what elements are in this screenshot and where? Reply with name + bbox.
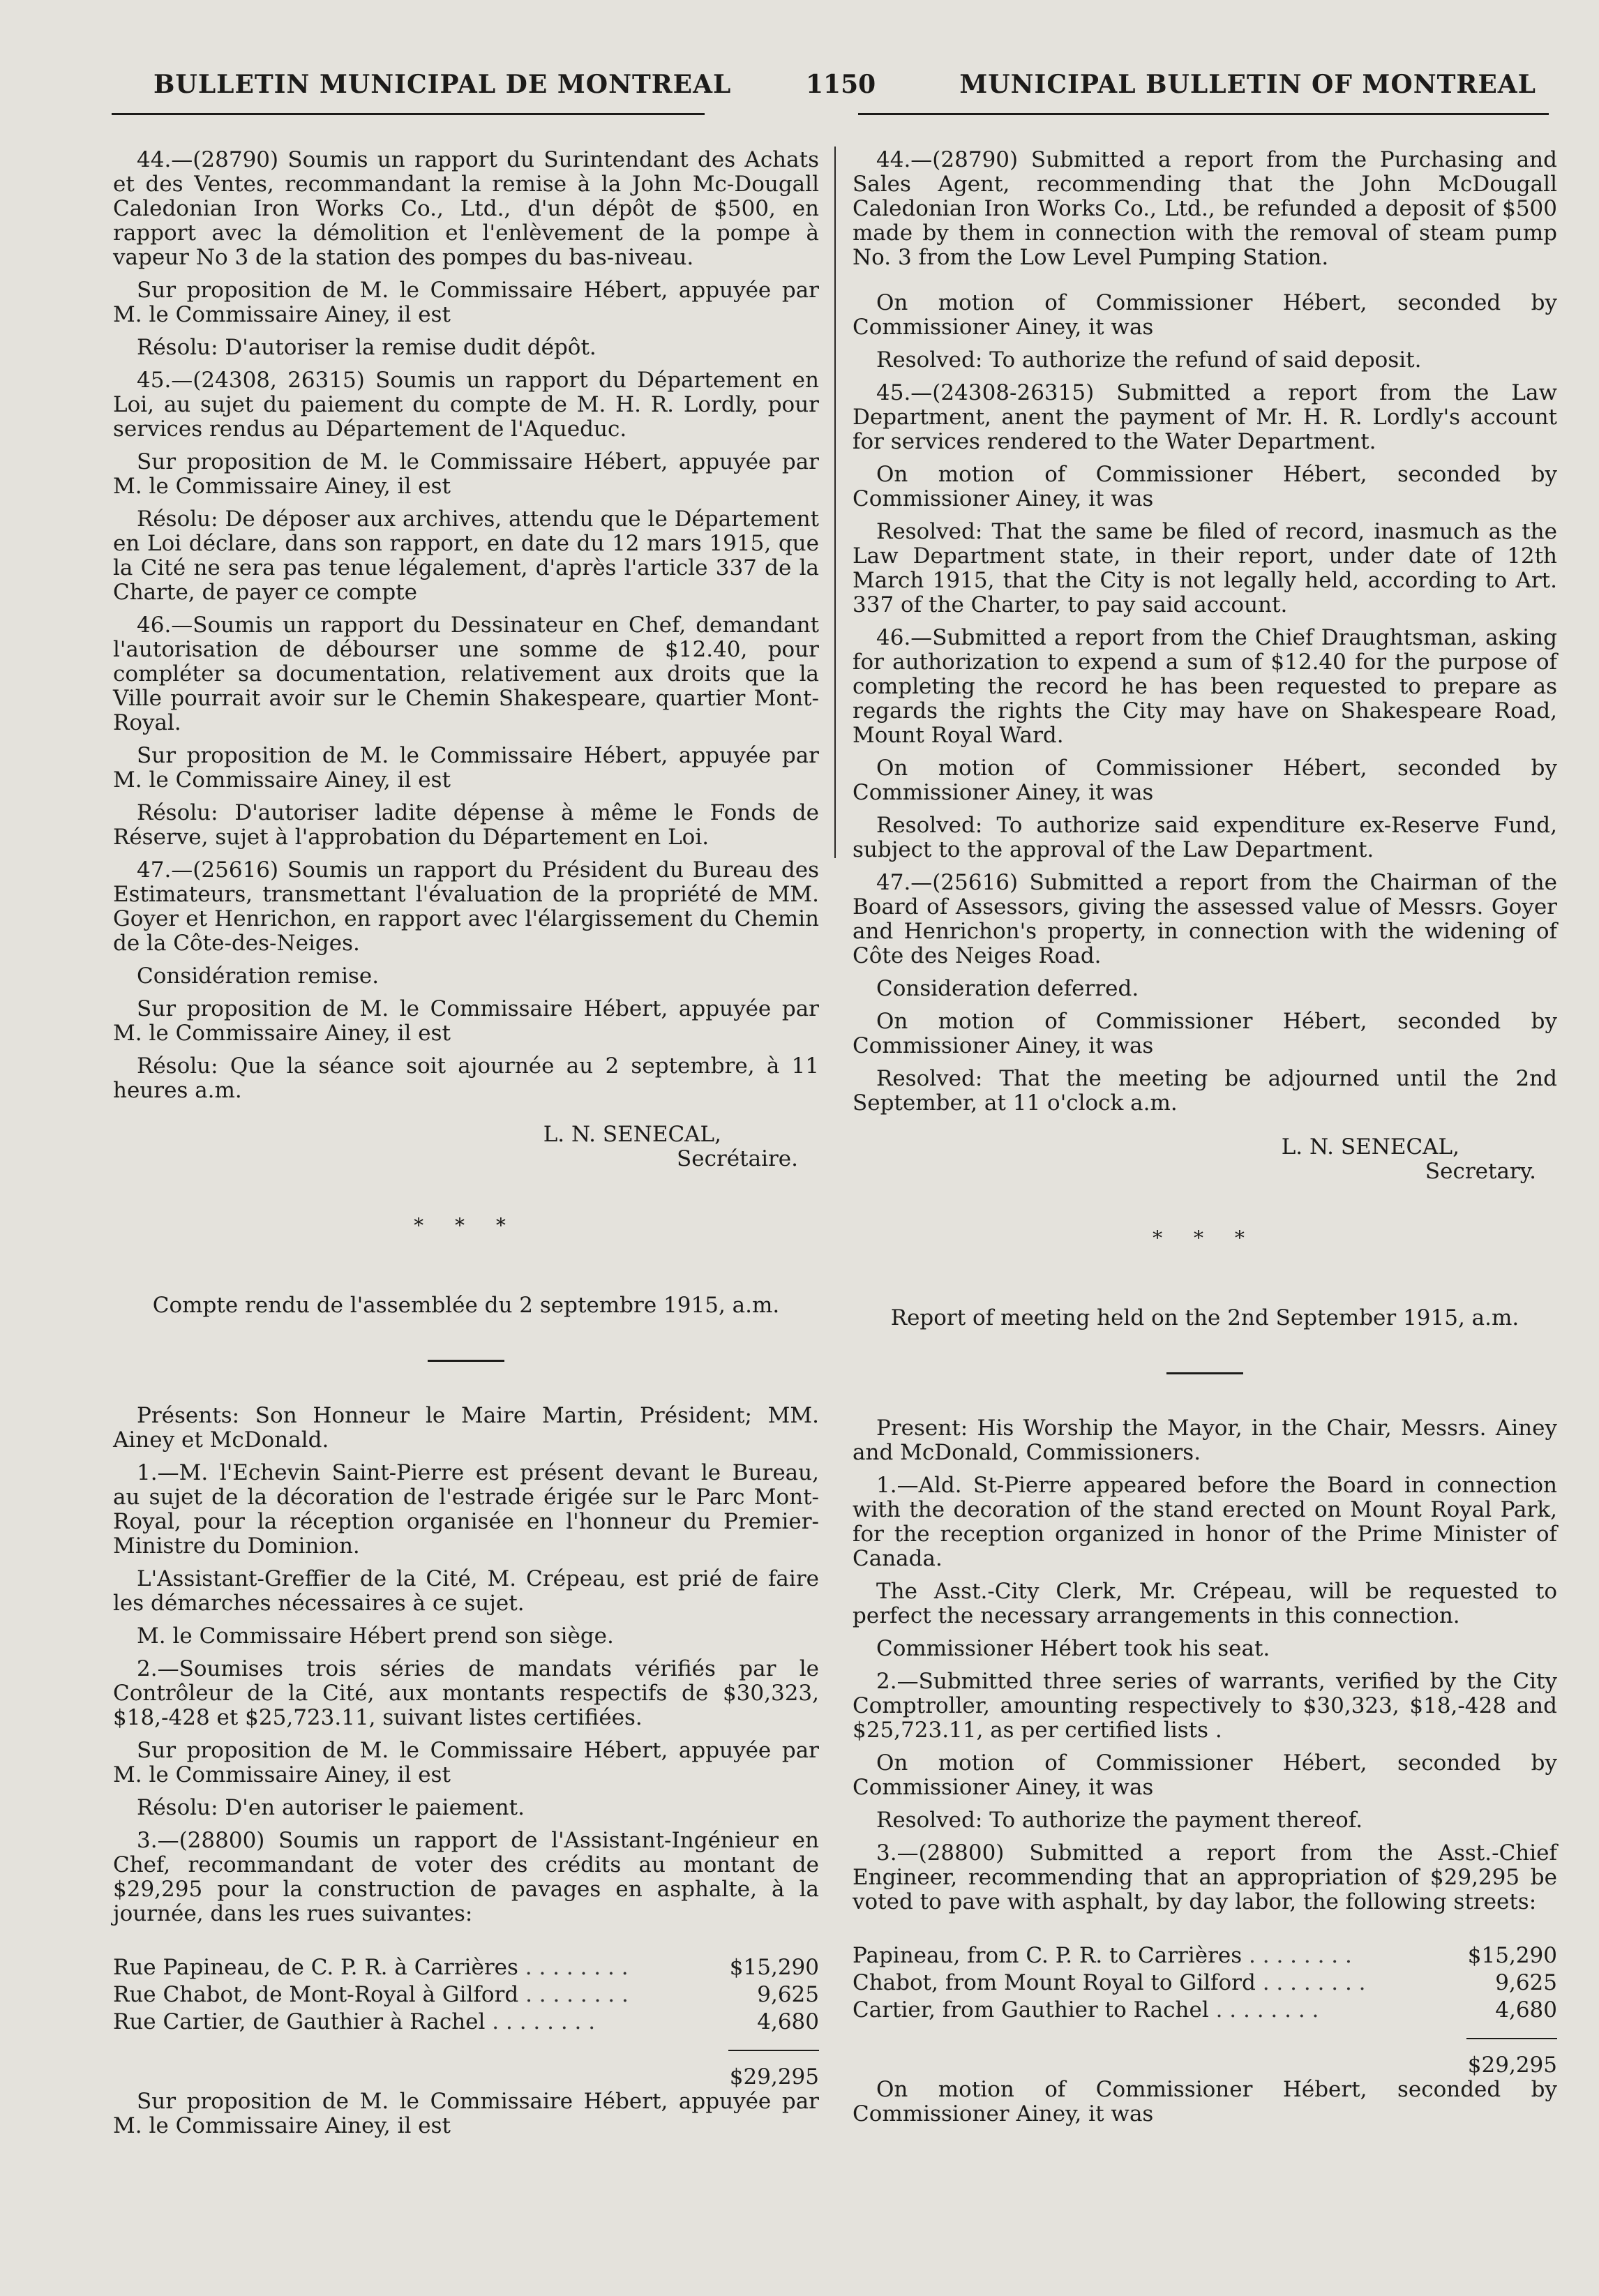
en-total-rule (1466, 2038, 1557, 2039)
table-row (113, 1954, 819, 1981)
en-motion: On motion of Commissioner Hébert, seconded by Commissioner Ainey, it was (853, 462, 1557, 511)
fr-consideration: Considération remise. (137, 963, 380, 989)
street-amount: $15,290 (1467, 1943, 1557, 1968)
en-item-47: 47.—(25616) Submitted a report from the Chairman of the Board of Assessors, giving the assessed value of Messrs. Goyer and Henrichon's property, in connection with the widening of Côte des Neiges Road. (853, 870, 1557, 968)
street-name: Chabot, from Mount Royal to Gilford . . . . . . . . (853, 1970, 1366, 1995)
fr-clerk-request: L'Assistant-Greffier de la Cité, M. Crépeau, est prié de faire les démarches nécessaires à ce sujet. (113, 1566, 819, 1616)
en-item-44: 44.—(28790) Submitted a report from the Purchasing and Sales Agent, recommending that the John McDougall Caledonian Iron Works Co., Ltd., be refunded a deposit of $500 made by them in connection with the removal of steam pump No. 3 from the Low Level Pumping Station. (853, 147, 1557, 270)
table-row (853, 1942, 1557, 1969)
en-signature-name: L. N. SENECAL, (1281, 1134, 1459, 1160)
en-item-2: 2.—Submitted three series of warrants, verified by the City Comptroller, amounting respectively to $30,323, $18,-428 and $25,723.11, as per certified lists . (853, 1669, 1557, 1743)
fr-item-2: 2.—Soumises trois séries de mandats vérifiés par le Contrôleur de la Cité, aux montants respectifs de $30,323, $18,-428 et $25,723.11, suivant listes certifiées. (113, 1656, 819, 1730)
en-section-stars: * * * (1153, 1226, 1257, 1250)
fr-total: $29,295 (729, 2064, 819, 2089)
fr-motion: Sur proposition de M. le Commissaire Hébert, appuyée par M. le Commissaire Ainey, il est (113, 1738, 819, 1787)
table-row (853, 1997, 1557, 2024)
header-rule-right (858, 113, 1549, 115)
fr-item-47: 47.—(25616) Soumis un rapport du Président du Bureau des Estimateurs, transmettant l'évaluation de la propriété de MM. Goyer et Henrichon, en rapport avec l'élargissement du Chemin de la Côte-des-Neiges. (113, 857, 819, 956)
fr-motion: Sur proposition de M. le Commissaire Hébert, appuyée par M. le Commissaire Ainey, il est (113, 278, 819, 327)
column-divider (834, 147, 836, 858)
header-rule-left (112, 113, 705, 115)
page-number: 1150 (806, 70, 876, 99)
fr-item-46: 46.—Soumis un rapport du Dessinateur en Chef, demandant l'autorisation de débourser une somme de $12.40, pour compléter sa documentation, relativement aux droits que la Ville pourrait avoir sur le Chemin Shakespeare, quartier Mont-Royal. (113, 613, 819, 735)
fr-item-44: 44.—(28790) Soumis un rapport du Surintendant des Achats et des Ventes, recommandant la remise à la John Mc-Dougall Caledonian Iron Works Co., Ltd., d'un dépôt de $500, en rapport avec la démolition et l'enlèvement de la pompe à vapeur No 3 de la station des pompes du bas-niveau. (113, 147, 819, 270)
fr-total-rule (728, 2050, 819, 2051)
fr-signature-title: Secrétaire. (677, 1146, 798, 1171)
en-present: Present: His Worship the Mayor, in the Chair, Messrs. Ainey and McDonald, Commissioners. (853, 1416, 1557, 1465)
fr-motion: Sur proposition de M. le Commissaire Hébert, appuyée par M. le Commissaire Ainey, il est (113, 996, 819, 1046)
en-seat: Commissioner Hébert took his seat. (876, 1636, 1270, 1661)
en-resolution: Resolved: That the meeting be adjourned until the 2nd September, at 11 o'clock a.m. (853, 1066, 1557, 1116)
en-motion: On motion of Commissioner Hébert, seconded by Commissioner Ainey, it was (853, 290, 1557, 340)
table-row (113, 1981, 819, 2009)
fr-present: Présents: Son Honneur le Maire Martin, Président; MM. Ainey et McDonald. (113, 1403, 819, 1453)
header-french-title: BULLETIN MUNICIPAL DE MONTREAL (153, 70, 732, 99)
fr-resolution: Résolu: Que la séance soit ajournée au 2 septembre, à 11 heures a.m. (113, 1053, 819, 1103)
en-motion: On motion of Commissioner Hébert, seconded by Commissioner Ainey, it was (853, 1009, 1557, 1058)
fr-seat: M. le Commissaire Hébert prend son siège. (137, 1623, 614, 1649)
fr-item-3: 3.—(28800) Soumis un rapport de l'Assistant-Ingénieur en Chef, recommandant de voter des crédits au montant de $29,295 pour la construction de pavages en asphalte, à la journée, dans les rues suivantes: (113, 1828, 819, 1926)
en-motion: On motion of Commissioner Hébert, seconded by Commissioner Ainey, it was (853, 1750, 1557, 1800)
fr-resolution: Résolu: D'autoriser la remise dudit dépôt. (137, 335, 596, 360)
table-row (113, 2009, 819, 2036)
fr-street-table (113, 1954, 819, 2036)
fr-motion: Sur proposition de M. le Commissaire Hébert, appuyée par M. le Commissaire Ainey, il est (113, 743, 819, 793)
fr-motion: Sur proposition de M. le Commissaire Hébert, appuyée par M. le Commissaire Ainey, il est (113, 2089, 819, 2138)
en-item-3: 3.—(28800) Submitted a report from the Asst.-Chief Engineer, recommending that an appropriation of $29,295 be voted to pave with asphalt, by day labor, the following streets: (853, 1840, 1557, 1914)
en-item-46: 46.—Submitted a report from the Chief Draughtsman, asking for authorization to expend a sum of $12.40 for the purpose of completing the record he has been requested to prepare as regards the rights the City may have on Shakespeare Road, Mount Royal Ward. (853, 625, 1557, 748)
en-item-45: 45.—(24308-26315) Submitted a report from the Law Department, anent the payment of Mr. H. R. Lordly's account for services rendered to the Water Department. (853, 380, 1557, 454)
street-name: Cartier, from Gauthier to Rachel . . . . . . . . (853, 1997, 1319, 2023)
fr-resolution: Résolu: De déposer aux archives, attendu que le Département en Loi déclare, dans son rapport, en date du 12 mars 1915, que la Cité ne sera pas tenue légalement, d'après l'article 337 de la Charte, de payer ce compte (113, 507, 819, 605)
fr-section-rule (428, 1360, 504, 1362)
street-name: Papineau, from C. P. R. to Carrières . . . . . . . . (853, 1943, 1352, 1968)
fr-resolution: Résolu: D'autoriser ladite dépense à même le Fonds de Réserve, sujet à l'approbation du Département en Loi. (113, 800, 819, 850)
en-resolution: Resolved: To authorize the refund of said deposit. (876, 347, 1422, 373)
street-name: Rue Papineau, de C. P. R. à Carrières . . . . . . . . (113, 1955, 629, 1980)
en-resolution: Resolved: To authorize said expenditure ex-Reserve Fund, subject to the approval of the Law Department. (853, 813, 1557, 862)
fr-item-1: 1.—M. l'Echevin Saint-Pierre est présent devant le Bureau, au sujet de la décoration de l'estrade érigée sur le Parc Mont-Royal, pour la réception organisée en l'honneur du Premier-Ministre du Dominion. (113, 1460, 819, 1559)
en-item-1: 1.—Ald. St-Pierre appeared before the Board in connection with the decoration of the stand erected on Mount Royal Park, for the reception organized in honor of the Prime Minister of Canada. (853, 1473, 1557, 1571)
street-amount: 4,680 (1495, 1997, 1557, 2023)
en-signature-title: Secretary. (1425, 1159, 1536, 1184)
fr-section-stars: * * * (414, 1214, 518, 1237)
street-amount: 4,680 (757, 2009, 819, 2034)
street-amount: $15,290 (729, 1955, 819, 1980)
street-name: Rue Chabot, de Mont-Royal à Gilford . . . . . . . . (113, 1982, 629, 2007)
header-english-title: MUNICIPAL BULLETIN OF MONTREAL (959, 70, 1536, 99)
en-resolution: Resolved: To authorize the payment thereof. (876, 1808, 1363, 1833)
fr-item-45: 45.—(24308, 26315) Soumis un rapport du Département en Loi, au sujet du paiement du compte de M. H. R. Lordly, pour services rendus au Département de l'Aqueduc. (113, 368, 819, 442)
street-amount: 9,625 (1495, 1970, 1557, 1995)
table-row (853, 1969, 1557, 1997)
street-amount: 9,625 (757, 1982, 819, 2007)
french-column (113, 148, 819, 2138)
en-meeting-title: Report of meeting held on the 2nd September 1915, a.m. (890, 1305, 1519, 1330)
english-column (853, 148, 1557, 2126)
fr-meeting-title: Compte rendu de l'assemblée du 2 septembre 1915, a.m. (152, 1293, 780, 1318)
en-section-rule (1166, 1372, 1243, 1374)
en-motion: On motion of Commissioner Hébert, seconded by Commissioner Ainey, it was (853, 2077, 1557, 2126)
fr-motion: Sur proposition de M. le Commissaire Hébert, appuyée par M. le Commissaire Ainey, il est (113, 449, 819, 499)
en-clerk-request: The Asst.-City Clerk, Mr. Crépeau, will be requested to perfect the necessary arrangements in this connection. (853, 1579, 1557, 1628)
en-motion: On motion of Commissioner Hébert, seconded by Commissioner Ainey, it was (853, 756, 1557, 805)
fr-resolution: Résolu: D'en autoriser le paiement. (137, 1795, 525, 1820)
en-resolution: Resolved: That the same be filed of record, inasmuch as the Law Department state, in their report, under date of 12th March 1915, that the City is not legally held, according to Art. 337 of the Charter, to pay said account. (853, 519, 1557, 617)
en-total: $29,295 (1467, 2053, 1557, 2078)
en-consideration: Consideration deferred. (876, 976, 1139, 1001)
fr-signature-name: L. N. SENECAL, (543, 1122, 721, 1147)
street-name: Rue Cartier, de Gauthier à Rachel . . . . . . . . (113, 2009, 596, 2034)
en-street-table (853, 1942, 1557, 2024)
page-header (153, 70, 1536, 112)
